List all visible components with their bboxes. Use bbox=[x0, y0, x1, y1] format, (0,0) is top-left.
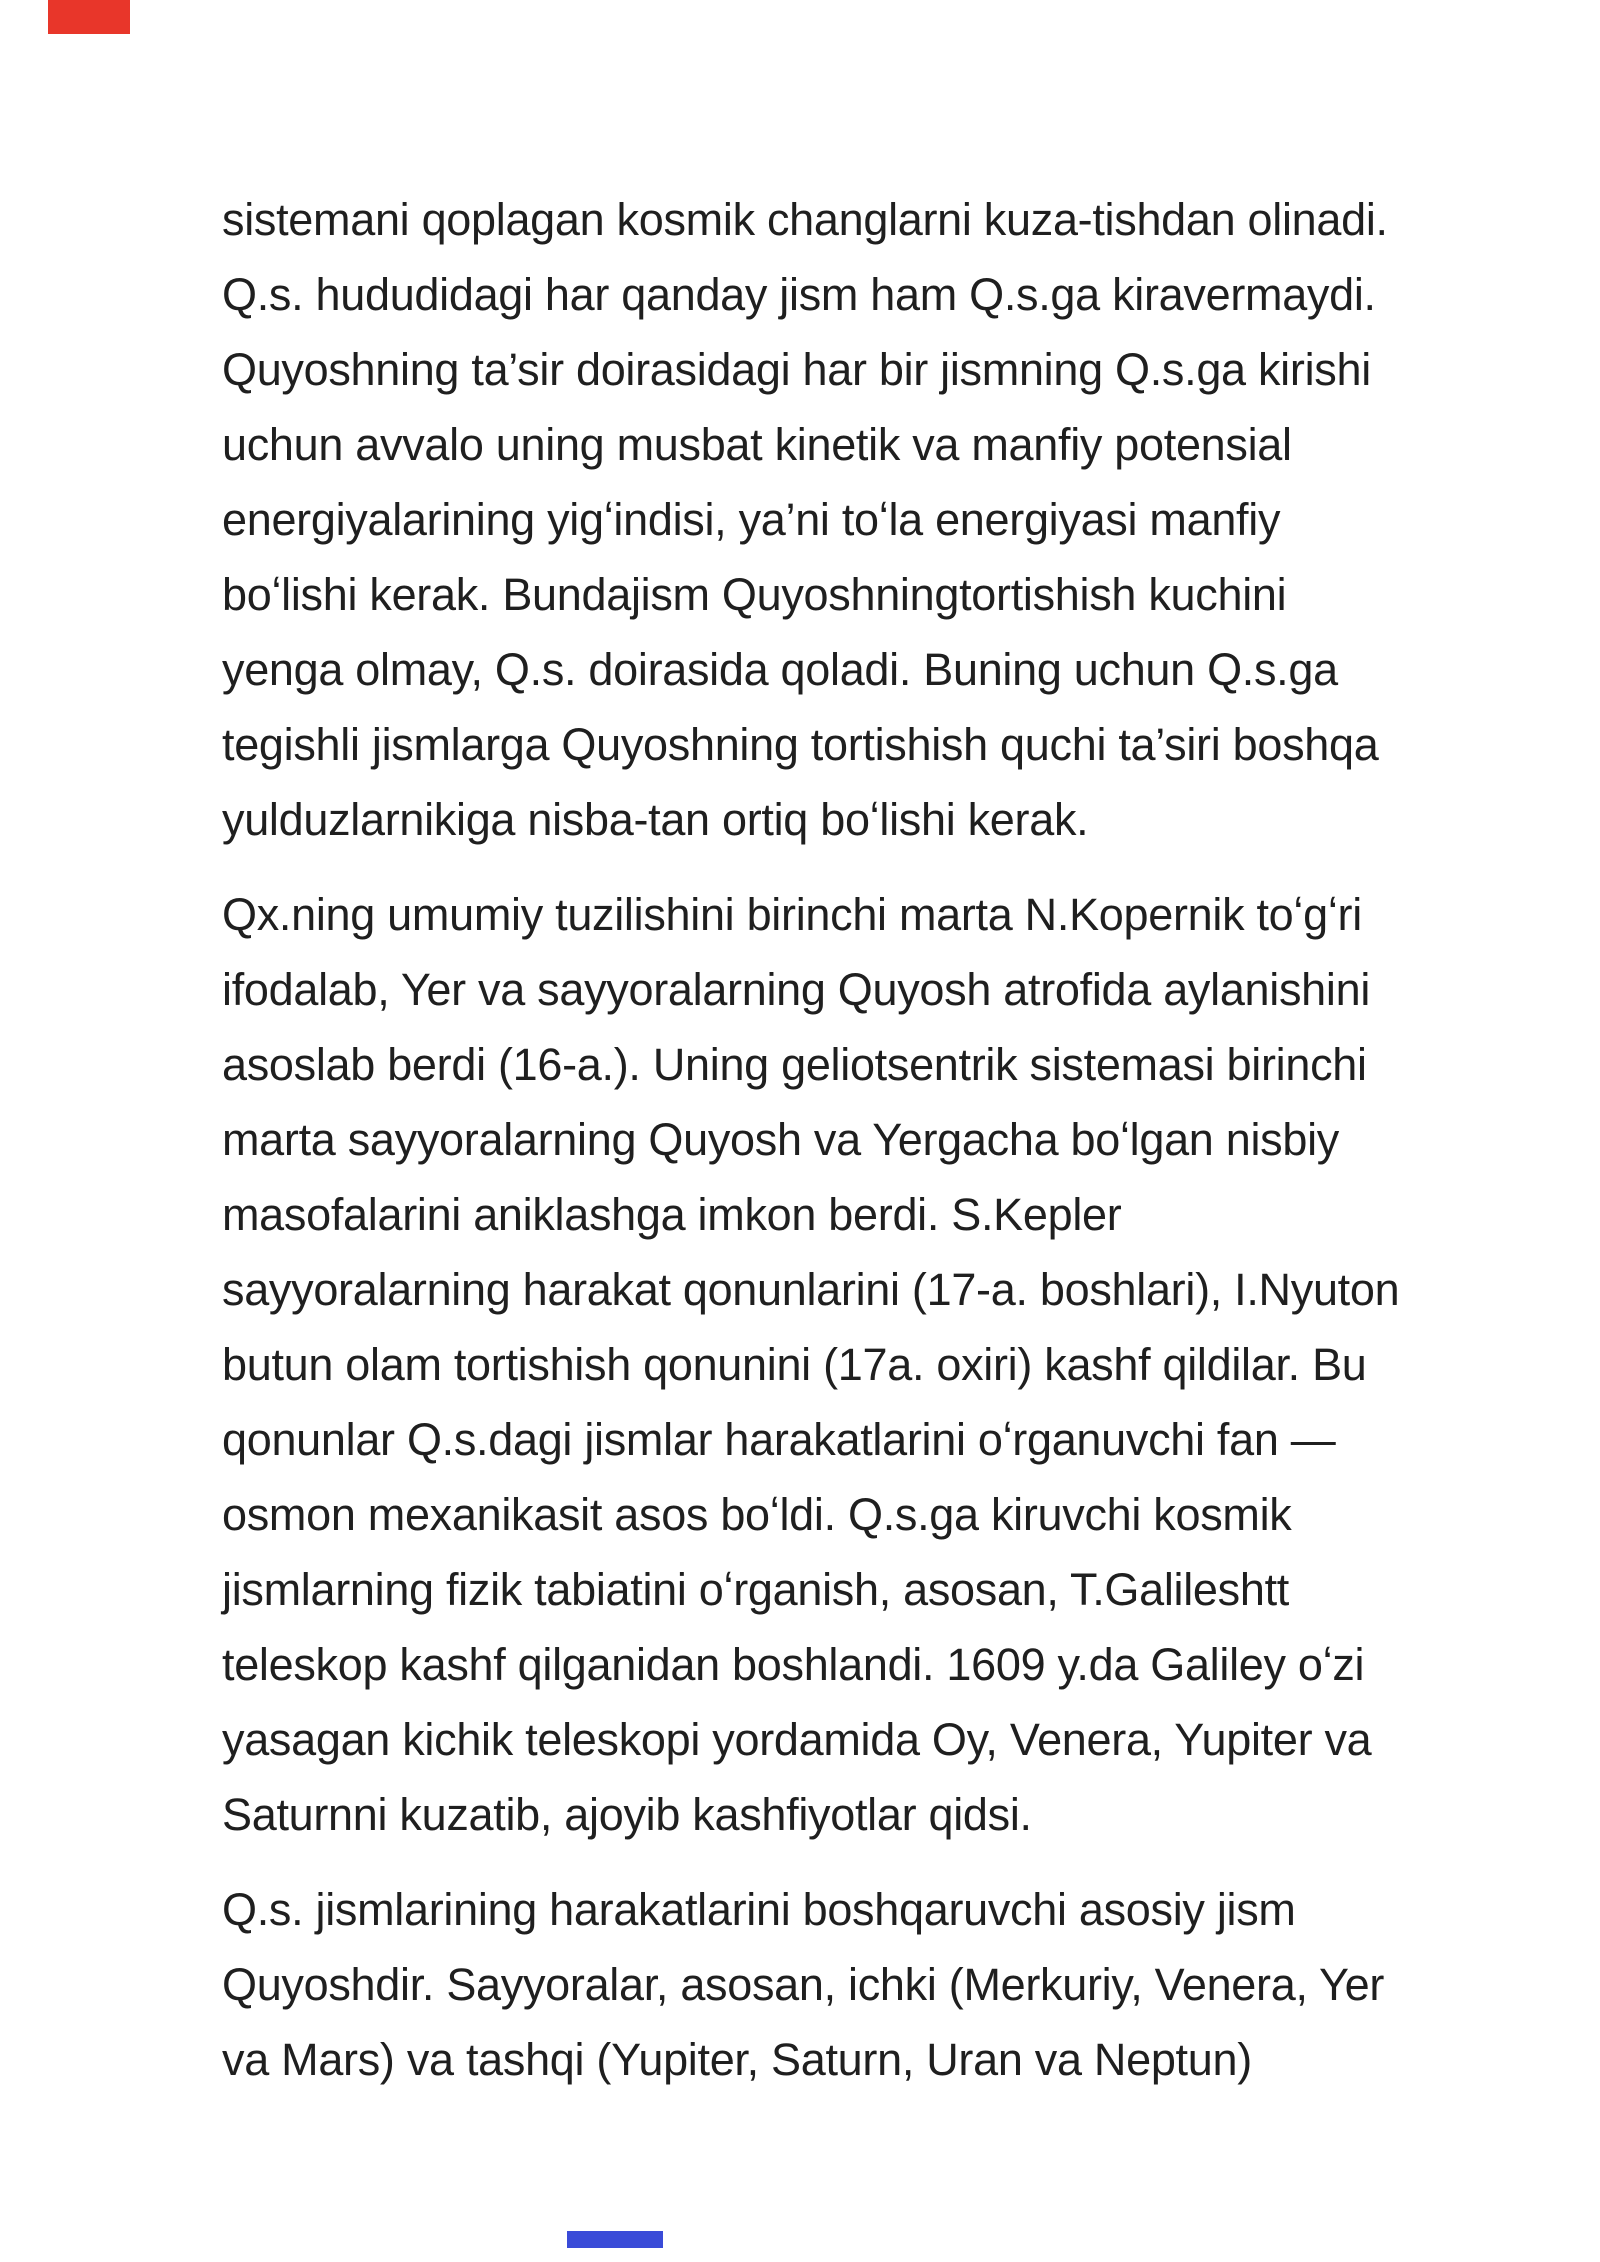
text-line: uchun avvalo uning musbat kinetik va manfiy potensial bbox=[222, 419, 1292, 470]
paragraph bbox=[222, 1872, 1507, 2097]
text-line: yulduzlarnikiga nisba-tan ortiq boʻlishi kerak. bbox=[222, 794, 1089, 845]
text-line: marta sayyoralarning Quyosh va Yergacha boʻlgan nisbiy bbox=[222, 1114, 1339, 1165]
paragraph bbox=[222, 182, 1507, 857]
text-line: yenga olmay, Q.s. doirasida qoladi. Buning uchun Q.s.ga bbox=[222, 644, 1338, 695]
text-line: Q.s. jismlarining harakatlarini boshqaruvchi asosiy jism bbox=[222, 1884, 1296, 1935]
paragraph bbox=[222, 877, 1507, 1852]
text-line: tegishli jismlarga Quyoshning tortishish quchi ta’siri boshqa bbox=[222, 719, 1379, 770]
article-body bbox=[222, 182, 1507, 2117]
text-line: jismlarning fizik tabiatini oʻrganish, asosan, T.Galileshtt bbox=[222, 1564, 1289, 1615]
page-artifact-red-mark bbox=[48, 0, 130, 34]
text-line: masofalarini aniklashga imkon berdi. S.Kepler bbox=[222, 1189, 1122, 1240]
text-line: Quyoshning ta’sir doirasidagi har bir jismning Q.s.ga kirishi bbox=[222, 344, 1371, 395]
text-line: boʻlishi kerak. Bundajism Quyoshningtortishish kuchini bbox=[222, 569, 1287, 620]
text-line: butun olam tortishish qonunini (17a. oxiri) kashf qildilar. Bu bbox=[222, 1339, 1367, 1390]
text-line: yasagan kichik teleskopi yordamida Oy, Venera, Yupiter va bbox=[222, 1714, 1372, 1765]
text-line: Qx.ning umumiy tuzilishini birinchi marta N.Kopernik toʻgʻri bbox=[222, 889, 1362, 940]
text-line: qonunlar Q.s.dagi jismlar harakatlarini oʻrganuvchi fan — bbox=[222, 1414, 1336, 1465]
text-line: sistemani qoplagan kosmik changlarni kuza-tishdan olinadi. bbox=[222, 194, 1388, 245]
text-line: va Mars) va tashqi (Yupiter, Saturn, Uran va Neptun) bbox=[222, 2034, 1252, 2085]
text-line: Saturnni kuzatib, ajoyib kashfiyotlar qidsi. bbox=[222, 1789, 1032, 1840]
page-artifact-blue-mark bbox=[567, 2231, 663, 2248]
text-line: Quyoshdir. Sayyoralar, asosan, ichki (Merkuriy, Venera, Yer bbox=[222, 1959, 1385, 2010]
text-line: sayyoralarning harakat qonunlarini (17-a. boshlari), I.Nyuton bbox=[222, 1264, 1400, 1315]
text-line: ifodalab, Yer va sayyoralarning Quyosh atrofida aylanishini bbox=[222, 964, 1371, 1015]
text-line: osmon mexanikasit asos boʻldi. Q.s.ga kiruvchi kosmik bbox=[222, 1489, 1292, 1540]
text-line: Q.s. hududidagi har qanday jism ham Q.s.ga kiravermaydi. bbox=[222, 269, 1376, 320]
text-line: teleskop kashf qilganidan boshlandi. 1609 y.da Galiley oʻzi bbox=[222, 1639, 1365, 1690]
text-line: energiyalarining yigʻindisi, ya’ni toʻla energiyasi manfiy bbox=[222, 494, 1281, 545]
text-line: asoslab berdi (16-a.). Uning geliotsentrik sistemasi birinchi bbox=[222, 1039, 1367, 1090]
